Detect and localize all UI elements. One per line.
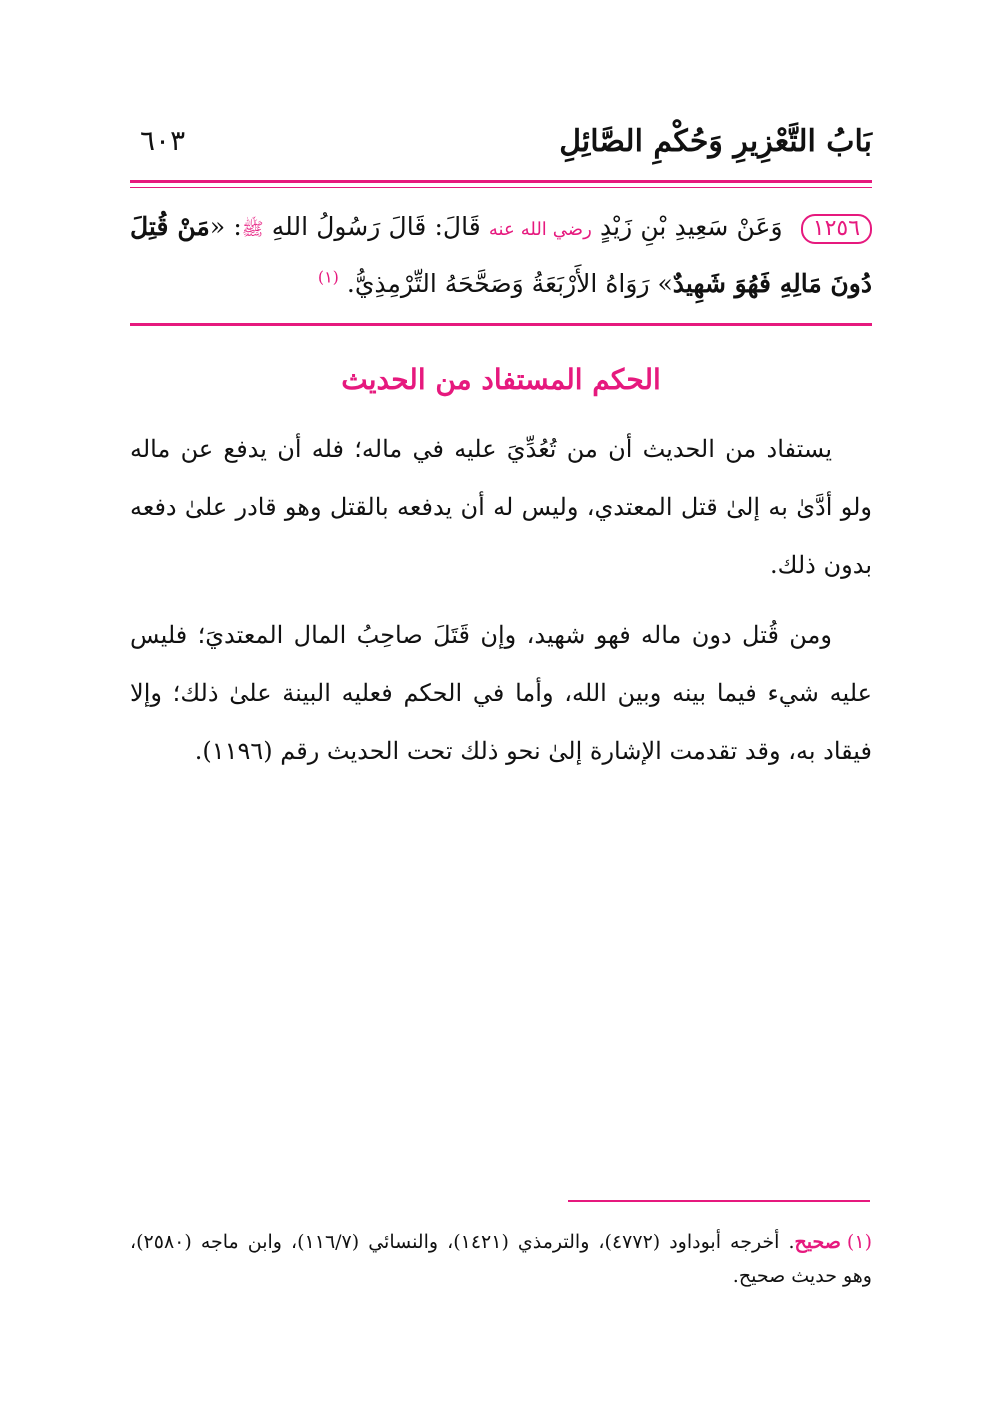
hadith-source: رَوَاهُ الأَرْبَعَةُ وَصَحَّحَهُ التِّرْمِذِيُّ. — [346, 269, 658, 298]
footnote-marker: (١) — [846, 1231, 872, 1253]
header-rule-thick — [130, 180, 872, 183]
hadith-intro: وَعَنْ سَعِيدِ بْنِ زَيْدٍ — [600, 212, 783, 241]
footnote-grade: صحيح — [794, 1231, 841, 1253]
footnote-separator — [568, 1200, 870, 1202]
page-number: ٦٠٣ — [140, 124, 186, 157]
quote-close: » — [657, 269, 673, 298]
companion-honorific: رضي الله عنه — [488, 219, 592, 240]
prophet-honorific: ﷺ — [241, 219, 264, 240]
section-heading: الحكم المستفاد من الحديث — [341, 363, 661, 396]
header-double-rule — [130, 180, 872, 190]
footnote-block — [130, 1225, 872, 1293]
commentary-body — [130, 420, 872, 792]
hadith-quote: مَنْ قُتِلَ دُونَ مَالِهِ فَهُوَ شَهِيدٌ — [130, 212, 872, 298]
hadith-qala: قَالَ: قَالَ رَسُولُ اللهِ — [271, 212, 481, 241]
commentary-paragraph-2: ومن قُتل دون ماله فهو شهيد، وإن قَتَلَ صاحِبُ المال المعتديَ؛ فليس عليه شيء فيما بينه وبين الله، وأما في الحكم فعليه البينة علىٰ ذلك؛ وإلا فيقاد به، وقد تقدمت الإشارة إلىٰ نحو ذلك تحت الحديث رقم (١١٩٦). — [130, 621, 872, 765]
header-rule-thin — [130, 187, 872, 188]
footnote-reference[interactable]: (١) — [317, 267, 339, 287]
quote-open: : « — [209, 212, 242, 241]
page-header — [130, 118, 872, 168]
hadith-bottom-rule — [130, 323, 872, 326]
hadith-number-badge: ١٢٥٦ — [801, 214, 872, 244]
commentary-paragraph-1: يستفاد من الحديث أن من تُعُدِّيَ عليه في ماله؛ فله أن يدفع عن ماله ولو أدَّىٰ به إلىٰ قتل المعتدي، وليس له أن يدفعه بالقتل وهو قادر علىٰ دفعه بدون ذلك. — [130, 435, 873, 579]
footnote-text: . أخرجه أبوداود (٤٧٧٢)، والترمذي (١٤٢١)، والنسائي (١١٦/٧)، وابن ماجه (٢٥٨٠)، وهو حديث صحيح. — [130, 1231, 872, 1287]
chapter-title: بَابُ التَّعْزِيرِ وَحُكْمِ الصَّائِلِ — [559, 124, 872, 159]
hadith-block — [130, 200, 872, 311]
